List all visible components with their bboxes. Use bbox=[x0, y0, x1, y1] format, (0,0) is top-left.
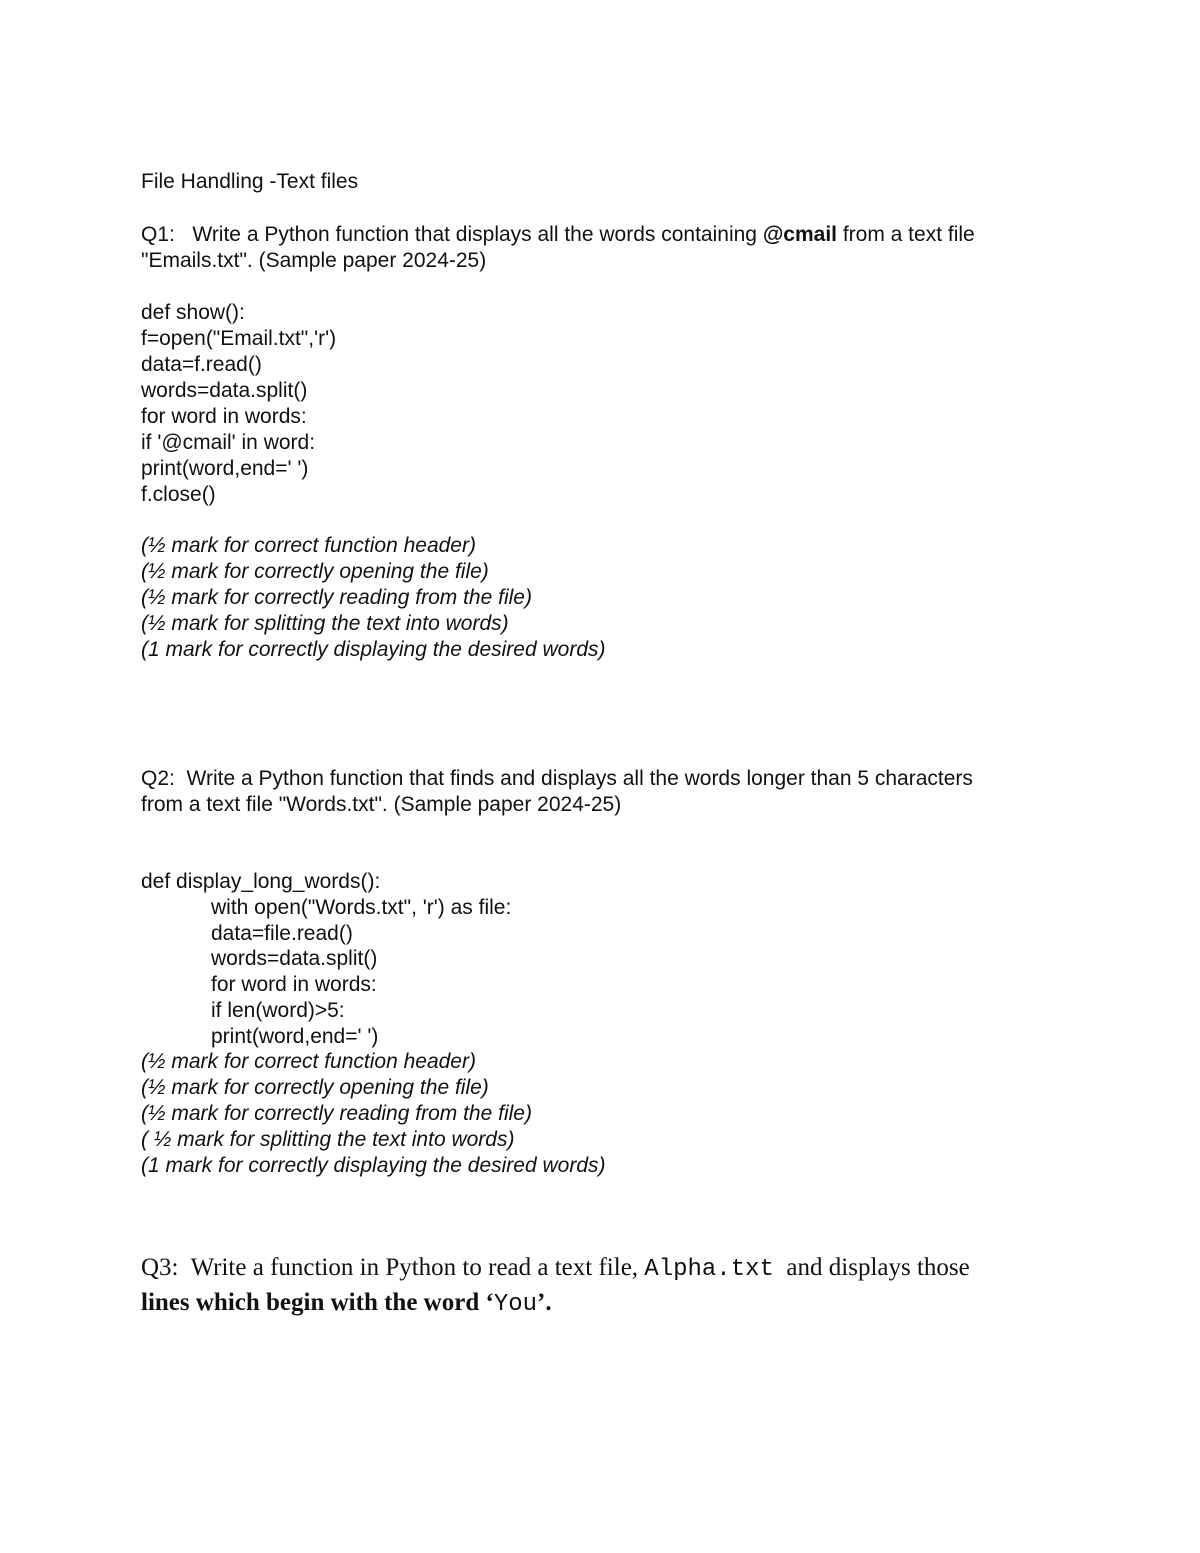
page-title: File Handling -Text files bbox=[141, 170, 359, 193]
q1-mark-note: (½ mark for correctly opening the file) bbox=[141, 560, 489, 583]
q1-code-line: f.close() bbox=[141, 483, 216, 506]
q1-code-line: def show(): bbox=[141, 301, 245, 324]
q1-code-line: f=open("Email.txt",'r') bbox=[141, 327, 337, 350]
q3-filename: Alpha.txt bbox=[644, 1256, 774, 1283]
q2-code-header: def display_long_words(): bbox=[141, 870, 381, 893]
q2-code-line: if len(word)>5: bbox=[211, 999, 345, 1022]
q2-code-line: words=data.split() bbox=[211, 947, 378, 970]
q3-bold-text: lines which begin with the word ‘ bbox=[141, 1289, 494, 1316]
q2-mark-note: (1 mark for correctly displaying the desired words) bbox=[141, 1154, 606, 1177]
q2-code-line: print(word,end=' ') bbox=[211, 1025, 379, 1048]
q1-text-after-bold: from a text file bbox=[837, 223, 975, 246]
q2-mark-note: (½ mark for correctly reading from the file) bbox=[141, 1102, 532, 1125]
q1-code-line: if '@cmail' in word: bbox=[141, 431, 316, 454]
q1-mark-note: (½ mark for splitting the text into words) bbox=[141, 612, 509, 635]
q3-bold-text: ’. bbox=[537, 1289, 552, 1316]
q1-mark-note: (½ mark for correctly reading from the file) bbox=[141, 586, 532, 609]
q1-mark-note: (½ mark for correct function header) bbox=[141, 534, 476, 557]
q1-code-line: print(word,end=' ') bbox=[141, 457, 309, 480]
q1-question-line2: "Emails.txt". (Sample paper 2024-25) bbox=[141, 249, 487, 272]
q3-question-line1 bbox=[141, 1251, 970, 1287]
q3-question-line2 bbox=[141, 1286, 552, 1322]
q2-text: Write a Python function that finds and displays all the words longer than 5 characters bbox=[186, 767, 973, 790]
q1-code-line: for word in words: bbox=[141, 405, 307, 428]
q2-label: Q2: bbox=[141, 767, 175, 790]
q2-code-line: data=file.read() bbox=[211, 922, 353, 945]
q1-code-line: data=f.read() bbox=[141, 353, 262, 376]
q2-question-line2: from a text file "Words.txt". (Sample paper 2024-25) bbox=[141, 793, 622, 816]
q3-label: Q3: bbox=[141, 1254, 179, 1281]
q3-word: You bbox=[493, 1291, 538, 1318]
q2-mark-note: (½ mark for correct function header) bbox=[141, 1050, 476, 1073]
q2-mark-note: ( ½ mark for splitting the text into words) bbox=[141, 1128, 515, 1151]
q3-text: and displays those bbox=[773, 1254, 970, 1281]
q1-question-line1 bbox=[141, 222, 975, 248]
q1-mark-note: (1 mark for correctly displaying the desired words) bbox=[141, 638, 606, 661]
q2-code-line: for word in words: bbox=[211, 973, 377, 996]
q1-text-before-bold: Write a Python function that displays all the words containing bbox=[192, 223, 763, 246]
q2-mark-note: (½ mark for correctly opening the file) bbox=[141, 1076, 489, 1099]
q1-label: Q1: bbox=[141, 223, 175, 246]
q2-question-line1 bbox=[141, 766, 973, 792]
q2-code-line: with open("Words.txt", 'r') as file: bbox=[211, 896, 512, 919]
q1-bold-term: @cmail bbox=[762, 223, 837, 246]
q3-text: Write a function in Python to read a text file, bbox=[190, 1254, 645, 1281]
q1-code-line: words=data.split() bbox=[141, 379, 308, 402]
